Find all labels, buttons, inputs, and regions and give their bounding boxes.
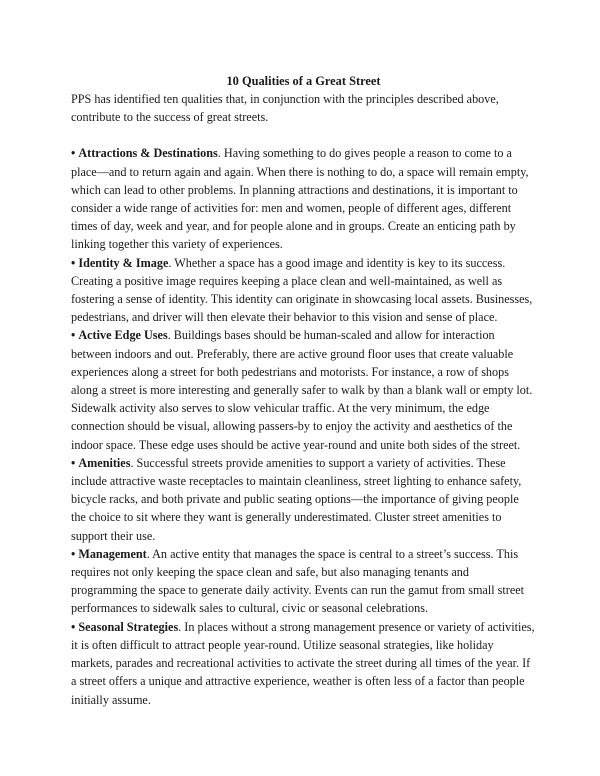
- bullet-marker: •: [71, 619, 76, 634]
- quality-seasonal-strategies: [71, 618, 536, 709]
- bullet-marker: •: [71, 146, 76, 161]
- intro-paragraph: PPS has identified ten qualities that, in conjunction with the principles described above, contribute to the success of great streets.: [71, 92, 499, 125]
- quality-text: . Buildings bases should be human-scaled and allow for interaction between indoors and out. Preferably, there are active ground floor uses that create valuable experiences along a street for both pedestrians and motorists. For instance, a row of shops along a street is more interesting and generally safer to walk by than a blank wall or empty lot. Sidewalk activity also serves to slow vehicular traffic. At the very minimum, the edge connection should be visual, allowing passers-by to enjoy the activity and aesthetics of the indoor space. These edge uses should be active year-round and unite both sides of the street.: [71, 328, 533, 452]
- quality-active-edge-uses: [71, 326, 536, 453]
- bullet-marker: •: [71, 328, 76, 343]
- quality-text: . An active entity that manages the space is central to a street’s success. This requires not only keeping the space clean and safe, but also managing tenants and programming the space to generate daily activity. Events can run the gamut from small street performances to sidewalk sales to cultural, civic or seasonal celebrations.: [71, 546, 525, 616]
- quality-heading: Attractions & Destinations: [78, 146, 218, 161]
- bullet-marker: •: [71, 455, 76, 470]
- bullet-marker: •: [71, 546, 76, 561]
- quality-heading: Active Edge Uses: [78, 328, 168, 343]
- quality-amenities: [71, 454, 536, 545]
- quality-heading: Seasonal Strategies: [78, 619, 179, 634]
- quality-attractions-destinations: [71, 144, 536, 253]
- bullet-marker: •: [71, 255, 76, 270]
- quality-text: . In places without a strong management presence or variety of activities, it is often difficult to attract people year-round. Utilize seasonal strategies, like holiday markets, parades and recreational activities to activate the street during all times of the year. If a street offers a unique and attractive experience, weather is often less of a factor than people initially assume.: [71, 619, 535, 707]
- quality-text: . Having something to do gives people a reason to come to a place—and to return again and again. When there is nothing to do, a space will remain empty, which can lead to other problems. In planning attractions and destinations, it is important to consider a wide range of activities for: men and women, people of different ages, different times of day, week and year, and for people alone and in groups. Create an enticing path by linking together this variety of experiences.: [71, 146, 529, 252]
- quality-heading: Amenities: [78, 455, 131, 470]
- quality-management: [71, 545, 536, 618]
- quality-heading: Management: [78, 546, 147, 561]
- quality-heading: Identity & Image: [78, 255, 169, 270]
- document-title: 10 Qualities of a Great Street: [226, 74, 381, 88]
- quality-text: . Successful streets provide amenities to support a variety of activities. These include attractive waste receptacles to maintain cleanliness, street lighting to enhance safety, bicycle racks, and both private and public seating options—the importance of giving people the choice to sit where they want is generally underestimated. Cluster street amenities to support their use.: [71, 455, 522, 543]
- quality-text: . Whether a space has a good image and identity is key to its success. Creating a positive image requires keeping a place clean and well-maintained, as well as fostering a sense of identity. This identity can originate in showcasing local assets. Businesses, pedestrians, and driver will then elevate their behavior to this vision and sense of place.: [71, 255, 533, 325]
- quality-identity-image: [71, 254, 536, 327]
